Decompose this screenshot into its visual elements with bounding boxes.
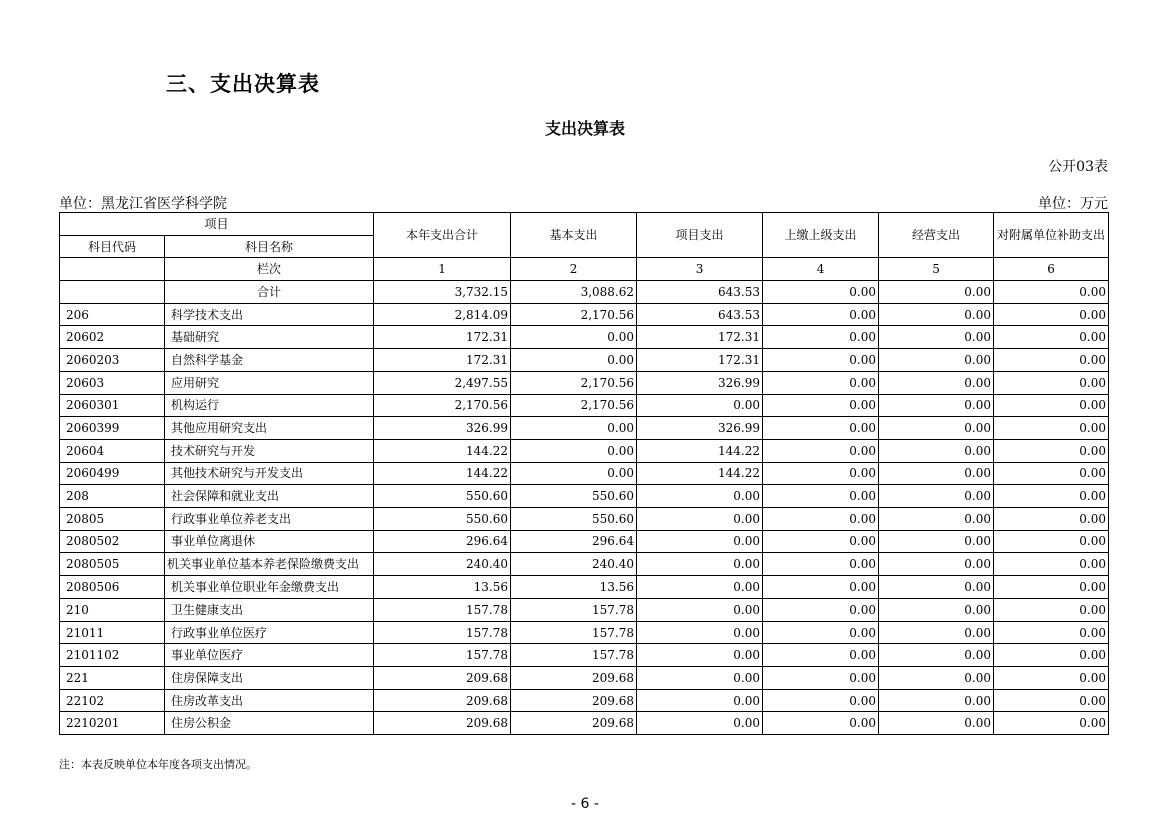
amount-cell: 2,170.56: [511, 371, 637, 394]
subject-code: 208: [60, 485, 165, 508]
amount-cell: 0.00: [879, 349, 994, 372]
table-row: [60, 667, 1109, 690]
column-number: 3: [637, 258, 763, 281]
table-row: [60, 712, 1109, 735]
total-value: 0.00: [994, 281, 1109, 304]
amount-cell: 0.00: [763, 326, 879, 349]
amount-cell: 144.22: [637, 462, 763, 485]
amount-cell: 0.00: [511, 462, 637, 485]
amount-cell: 550.60: [374, 507, 511, 530]
amount-cell: 0.00: [763, 576, 879, 599]
amount-cell: 550.60: [374, 485, 511, 508]
table-row: [60, 371, 1109, 394]
amount-cell: 0.00: [994, 303, 1109, 326]
amount-cell: 157.78: [511, 599, 637, 622]
amount-cell: 296.64: [374, 530, 511, 553]
amount-cell: 209.68: [374, 667, 511, 690]
header-name: 科目名称: [165, 235, 374, 258]
amount-cell: 0.00: [637, 621, 763, 644]
amount-cell: 0.00: [879, 621, 994, 644]
amount-cell: 0.00: [994, 326, 1109, 349]
header-code: 科目代码: [60, 235, 165, 258]
table-row: [60, 530, 1109, 553]
amount-cell: 0.00: [994, 712, 1109, 735]
table-row: [60, 349, 1109, 372]
amount-cell: 157.78: [374, 599, 511, 622]
amount-cell: 0.00: [763, 644, 879, 667]
amount-cell: 209.68: [511, 712, 637, 735]
table-row: [60, 621, 1109, 644]
table-row: [60, 599, 1109, 622]
amount-cell: 144.22: [374, 439, 511, 462]
subject-name: 技术研究与开发: [165, 439, 374, 462]
amount-cell: 0.00: [994, 667, 1109, 690]
header-item: 项目: [60, 213, 374, 236]
total-value: 3,088.62: [511, 281, 637, 304]
table-row: [60, 303, 1109, 326]
amount-cell: 0.00: [994, 394, 1109, 417]
amount-cell: 0.00: [879, 689, 994, 712]
form-number: 公开03表: [1048, 159, 1108, 175]
amount-cell: 0.00: [511, 349, 637, 372]
amount-cell: 0.00: [994, 644, 1109, 667]
subject-name: 事业单位离退休: [165, 530, 374, 553]
amount-cell: 172.31: [374, 326, 511, 349]
subject-code: 221: [60, 667, 165, 690]
amount-cell: 172.31: [374, 349, 511, 372]
page-number: - 6 -: [571, 796, 599, 812]
column-number-row: [60, 258, 1109, 281]
amount-cell: 0.00: [994, 349, 1109, 372]
amount-cell: 0.00: [994, 507, 1109, 530]
amount-cell: 0.00: [879, 576, 994, 599]
amount-cell: 0.00: [763, 349, 879, 372]
amount-cell: 0.00: [637, 667, 763, 690]
subject-code: 2080506: [60, 576, 165, 599]
amount-cell: 2,170.56: [511, 303, 637, 326]
amount-cell: 0.00: [879, 507, 994, 530]
amount-cell: 2,170.56: [374, 394, 511, 417]
subject-code: 2080505: [60, 553, 165, 576]
header-project: 项目支出: [637, 213, 763, 258]
amount-cell: 0.00: [994, 689, 1109, 712]
amount-cell: 550.60: [511, 507, 637, 530]
amount-cell: 0.00: [763, 712, 879, 735]
subject-name: 行政事业单位医疗: [165, 621, 374, 644]
amount-cell: 0.00: [637, 530, 763, 553]
total-value: 0.00: [879, 281, 994, 304]
total-row: [60, 281, 1109, 304]
subject-code: 22102: [60, 689, 165, 712]
table-title: 支出决算表: [544, 119, 625, 138]
column-number: 1: [374, 258, 511, 281]
amount-cell: 0.00: [637, 644, 763, 667]
amount-cell: 0.00: [879, 303, 994, 326]
blank-cell: [60, 281, 165, 304]
subject-code: 206: [60, 303, 165, 326]
table-row: [60, 507, 1109, 530]
subject-name: 其他应用研究支出: [165, 417, 374, 440]
header-subsidy: 对附属单位补助支出: [994, 213, 1109, 258]
table-row: [60, 326, 1109, 349]
amount-cell: 0.00: [994, 371, 1109, 394]
amount-cell: 326.99: [637, 417, 763, 440]
amount-cell: 0.00: [511, 439, 637, 462]
amount-cell: 157.78: [511, 644, 637, 667]
amount-cell: 0.00: [763, 439, 879, 462]
amount-cell: 0.00: [879, 485, 994, 508]
subject-name: 自然科学基金: [165, 349, 374, 372]
subject-code: 2080502: [60, 530, 165, 553]
table-row: [60, 394, 1109, 417]
amount-cell: 0.00: [994, 530, 1109, 553]
header-basic: 基本支出: [511, 213, 637, 258]
amount-cell: 0.00: [763, 553, 879, 576]
amount-cell: 144.22: [374, 462, 511, 485]
subject-code: 20805: [60, 507, 165, 530]
total-label: 合计: [165, 281, 374, 304]
amount-cell: 157.78: [374, 644, 511, 667]
amount-cell: 2,814.09: [374, 303, 511, 326]
amount-cell: 240.40: [511, 553, 637, 576]
amount-cell: 0.00: [637, 485, 763, 508]
table-row: [60, 462, 1109, 485]
amount-cell: 0.00: [763, 485, 879, 508]
amount-cell: 0.00: [994, 621, 1109, 644]
amount-cell: 643.53: [637, 303, 763, 326]
subject-name: 事业单位医疗: [165, 644, 374, 667]
amount-cell: 0.00: [511, 417, 637, 440]
column-number: 6: [994, 258, 1109, 281]
subject-name: 住房保障支出: [165, 667, 374, 690]
amount-cell: 0.00: [637, 712, 763, 735]
amount-cell: 209.68: [374, 689, 511, 712]
amount-cell: 0.00: [879, 417, 994, 440]
amount-cell: 0.00: [763, 394, 879, 417]
amount-cell: 157.78: [511, 621, 637, 644]
amount-cell: 0.00: [763, 417, 879, 440]
amount-cell: 0.00: [994, 485, 1109, 508]
subject-code: 2060301: [60, 394, 165, 417]
subject-code: 20603: [60, 371, 165, 394]
amount-cell: 0.00: [763, 371, 879, 394]
amount-cell: 326.99: [637, 371, 763, 394]
amount-cell: 0.00: [879, 553, 994, 576]
subject-name: 其他技术研究与开发支出: [165, 462, 374, 485]
header-total: 本年支出合计: [374, 213, 511, 258]
amount-cell: 0.00: [763, 530, 879, 553]
amount-cell: 0.00: [637, 507, 763, 530]
amount-cell: 0.00: [763, 303, 879, 326]
column-number: 4: [763, 258, 879, 281]
amount-cell: 0.00: [994, 553, 1109, 576]
subject-name: 科学技术支出: [165, 303, 374, 326]
total-value: 3,732.15: [374, 281, 511, 304]
amount-cell: 144.22: [637, 439, 763, 462]
amount-cell: 209.68: [511, 689, 637, 712]
amount-cell: 172.31: [637, 326, 763, 349]
amount-cell: 0.00: [511, 326, 637, 349]
subject-name: 应用研究: [165, 371, 374, 394]
amount-cell: 209.68: [374, 712, 511, 735]
amount-cell: 0.00: [763, 621, 879, 644]
subject-code: 2101102: [60, 644, 165, 667]
amount-cell: 0.00: [879, 439, 994, 462]
currency-unit: 单位：万元: [1038, 196, 1108, 212]
subject-code: 2210201: [60, 712, 165, 735]
subject-name: 住房改革支出: [165, 689, 374, 712]
amount-cell: 0.00: [994, 576, 1109, 599]
table-row: [60, 689, 1109, 712]
amount-cell: 0.00: [763, 507, 879, 530]
subject-name: 机构运行: [165, 394, 374, 417]
subject-name: 机关事业单位职业年金缴费支出: [165, 576, 374, 599]
amount-cell: 172.31: [637, 349, 763, 372]
amount-cell: 0.00: [637, 394, 763, 417]
total-value: 0.00: [763, 281, 879, 304]
header-business: 经营支出: [879, 213, 994, 258]
amount-cell: 157.78: [374, 621, 511, 644]
amount-cell: 0.00: [763, 599, 879, 622]
column-number: 2: [511, 258, 637, 281]
expenditure-table: [59, 212, 1109, 735]
amount-cell: 0.00: [994, 417, 1109, 440]
subject-code: 21011: [60, 621, 165, 644]
subject-code: 20604: [60, 439, 165, 462]
subject-code: 2060399: [60, 417, 165, 440]
table-row: [60, 644, 1109, 667]
amount-cell: 550.60: [511, 485, 637, 508]
table-row: [60, 485, 1109, 508]
table-row: [60, 417, 1109, 440]
column-label: 栏次: [165, 258, 374, 281]
amount-cell: 0.00: [879, 394, 994, 417]
amount-cell: 2,497.55: [374, 371, 511, 394]
section-title: 三、支出决算表: [166, 72, 320, 96]
blank-cell: [60, 258, 165, 281]
subject-code: 20602: [60, 326, 165, 349]
header-upper: 上缴上级支出: [763, 213, 879, 258]
subject-name: 机关事业单位基本养老保险缴费支出: [165, 553, 374, 576]
amount-cell: 0.00: [763, 689, 879, 712]
subject-code: 2060499: [60, 462, 165, 485]
amount-cell: 2,170.56: [511, 394, 637, 417]
amount-cell: 209.68: [511, 667, 637, 690]
amount-cell: 0.00: [879, 371, 994, 394]
amount-cell: 0.00: [879, 530, 994, 553]
subject-name: 行政事业单位养老支出: [165, 507, 374, 530]
subject-name: 卫生健康支出: [165, 599, 374, 622]
amount-cell: 0.00: [637, 689, 763, 712]
amount-cell: 0.00: [763, 462, 879, 485]
amount-cell: 0.00: [637, 576, 763, 599]
amount-cell: 0.00: [994, 599, 1109, 622]
table-row: [60, 439, 1109, 462]
subject-name: 住房公积金: [165, 712, 374, 735]
header-row-1: [60, 213, 1109, 236]
amount-cell: 0.00: [879, 599, 994, 622]
amount-cell: 0.00: [994, 462, 1109, 485]
amount-cell: 240.40: [374, 553, 511, 576]
reporting-unit: 单位：黑龙江省医学科学院: [59, 196, 227, 212]
amount-cell: 0.00: [994, 439, 1109, 462]
amount-cell: 296.64: [511, 530, 637, 553]
subject-name: 基础研究: [165, 326, 374, 349]
subject-name: 社会保障和就业支出: [165, 485, 374, 508]
table-note: 注：本表反映单位本年度各项支出情况。: [59, 758, 257, 771]
amount-cell: 13.56: [511, 576, 637, 599]
amount-cell: 0.00: [763, 667, 879, 690]
subject-code: 210: [60, 599, 165, 622]
amount-cell: 0.00: [637, 599, 763, 622]
amount-cell: 0.00: [879, 667, 994, 690]
total-value: 643.53: [637, 281, 763, 304]
amount-cell: 0.00: [879, 326, 994, 349]
table-row: [60, 553, 1109, 576]
amount-cell: 0.00: [879, 644, 994, 667]
column-number: 5: [879, 258, 994, 281]
table-row: [60, 576, 1109, 599]
amount-cell: 13.56: [374, 576, 511, 599]
amount-cell: 326.99: [374, 417, 511, 440]
subject-code: 2060203: [60, 349, 165, 372]
amount-cell: 0.00: [879, 712, 994, 735]
amount-cell: 0.00: [637, 553, 763, 576]
amount-cell: 0.00: [879, 462, 994, 485]
